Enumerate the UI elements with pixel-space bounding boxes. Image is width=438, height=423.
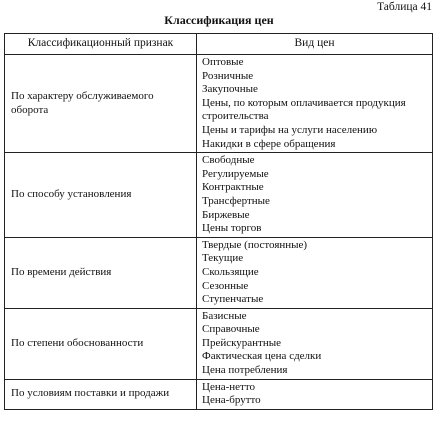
table-row bbox=[5, 308, 433, 379]
price-type: Цена-нетто bbox=[202, 380, 255, 393]
criterion-cell: По способу установления bbox=[5, 153, 197, 238]
header-criterion: Классификационный признак bbox=[5, 34, 197, 55]
types-cell bbox=[197, 153, 433, 238]
types-cell bbox=[197, 379, 433, 409]
price-type: Цены торгов bbox=[202, 222, 262, 235]
price-type: Прейскурантные bbox=[202, 336, 282, 349]
price-type: Цены и тарифы на услуги населению bbox=[202, 123, 378, 136]
types-cell bbox=[197, 237, 433, 308]
price-type: Оптовые bbox=[202, 56, 244, 68]
price-type: Ступенчатые bbox=[202, 293, 264, 306]
price-type: Фактическая цена сделки bbox=[202, 350, 322, 363]
types-cell bbox=[197, 308, 433, 379]
price-type: Биржевые bbox=[202, 208, 250, 221]
table-title: Классификация цен bbox=[164, 13, 274, 27]
table-row bbox=[5, 379, 433, 409]
table-row bbox=[5, 55, 433, 153]
header-types: Вид цен bbox=[197, 34, 433, 55]
criterion-cell: По времени действия bbox=[5, 237, 197, 308]
price-type: Сезонные bbox=[202, 279, 249, 292]
criterion-cell: По степени обоснованности bbox=[5, 308, 197, 379]
criterion-cell: По характеру обслуживаемого оборота bbox=[5, 55, 197, 153]
price-type: Цена-брутто bbox=[202, 394, 261, 407]
price-type: Базисные bbox=[202, 309, 247, 322]
price-type: Накидки в сфере обращения bbox=[202, 137, 336, 150]
price-type: Трансфертные bbox=[202, 194, 270, 207]
price-type: Закупочные bbox=[202, 83, 258, 96]
table-row bbox=[5, 153, 433, 238]
classification-table bbox=[4, 33, 433, 410]
price-type: Текущие bbox=[202, 252, 244, 265]
types-cell bbox=[197, 55, 433, 153]
price-type: Цены, по которым оплачивается продукция строительства bbox=[202, 96, 406, 123]
price-type: Регулируемые bbox=[202, 167, 269, 180]
price-type: Свободные bbox=[202, 154, 255, 167]
price-type: Розничные bbox=[202, 69, 254, 82]
price-type: Цена потребления bbox=[202, 364, 288, 377]
price-type: Контрактные bbox=[202, 181, 264, 194]
header-row bbox=[5, 34, 433, 55]
price-type: Твердые (постоянные) bbox=[202, 238, 308, 251]
table-number: Таблица 41 bbox=[377, 1, 432, 13]
price-type: Скользящие bbox=[202, 265, 259, 278]
price-type: Справочные bbox=[202, 323, 260, 336]
table-row bbox=[5, 237, 433, 308]
criterion-cell: По условиям поставки и продажи bbox=[5, 379, 197, 409]
